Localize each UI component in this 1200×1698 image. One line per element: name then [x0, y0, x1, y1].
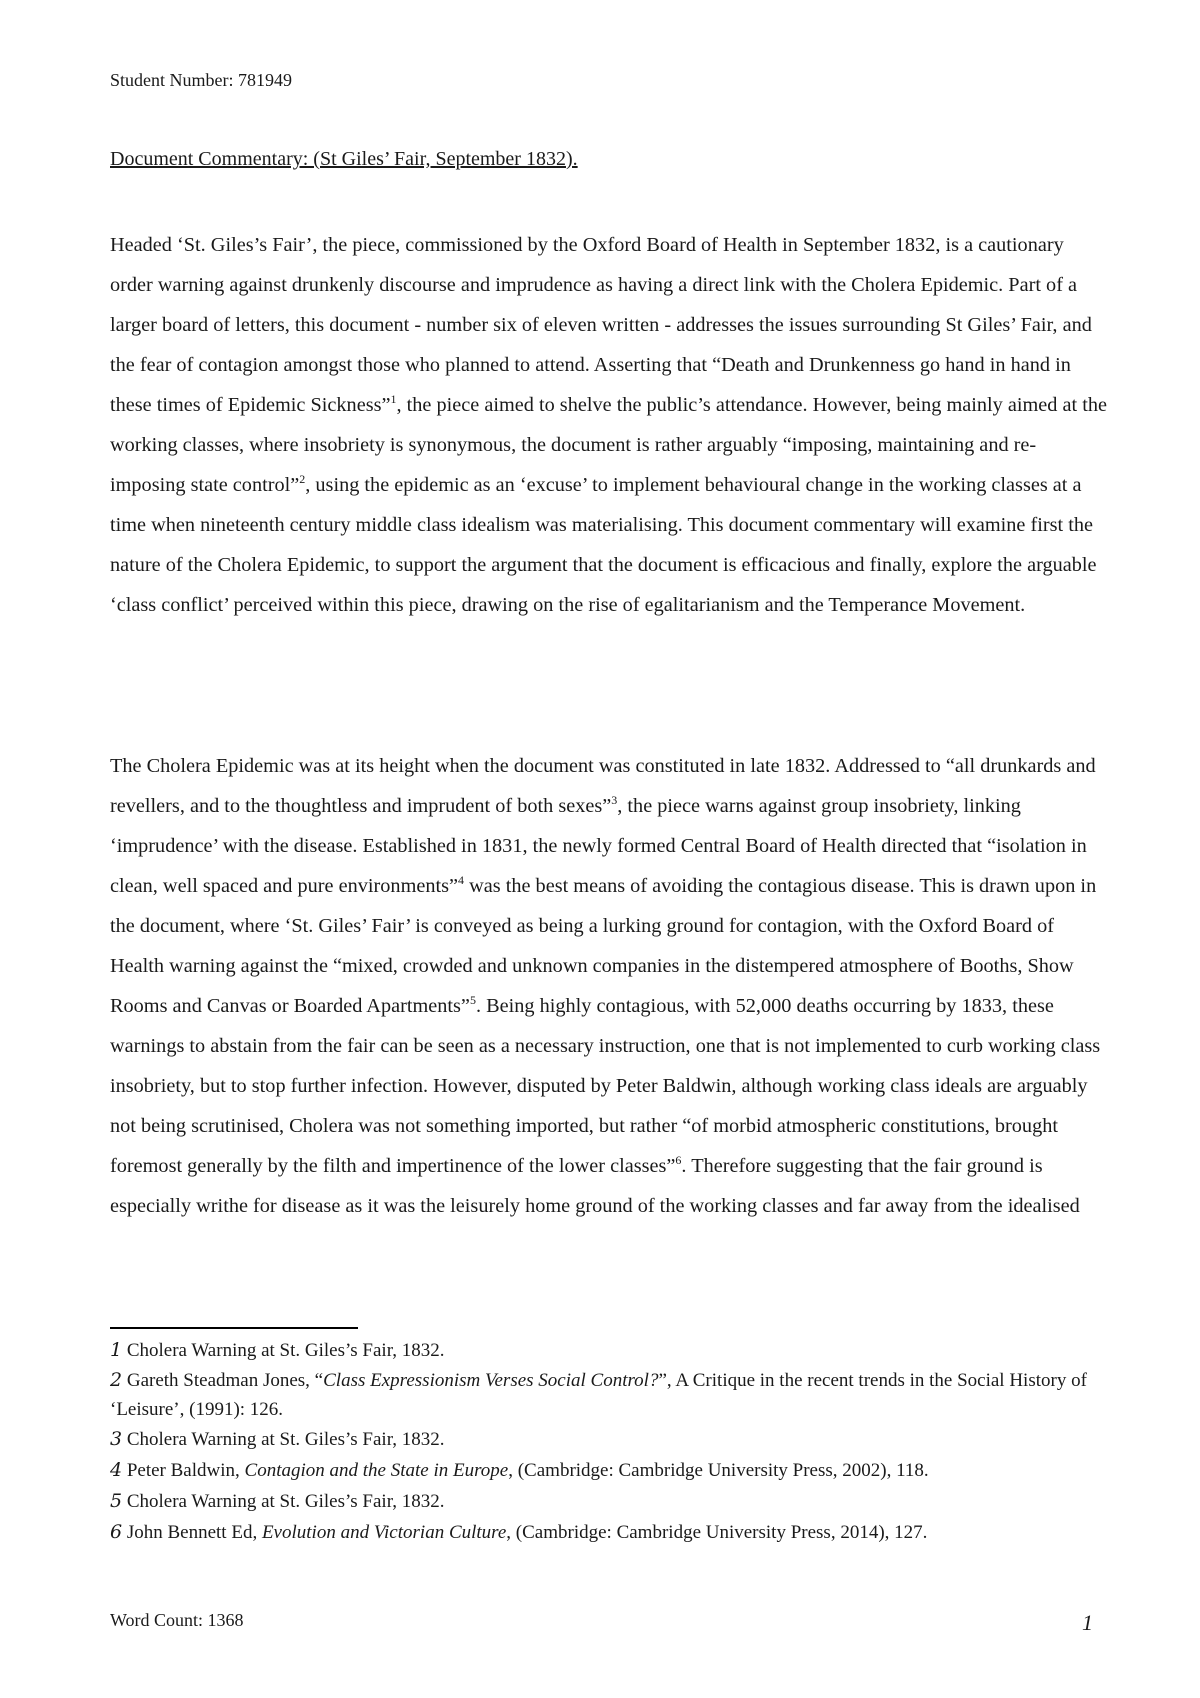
paragraph-text: , the piece aimed to shelve the public’s attendance. However, being mainly aimed at the working classes, where insobriety is synonymous, the document is rather arguably “imposing, maintaining and re-imposing state control”: [110, 394, 1107, 496]
footnote: [110, 1424, 1110, 1455]
footnote-number: 2: [110, 1369, 123, 1391]
footnote-text: ”, A Critique in the recent trends in the Social History of ‘Leisure’, (1991): 126.: [110, 1370, 1087, 1420]
footnote-number: 5: [110, 1490, 123, 1512]
word-count: Word Count: 1368: [110, 1610, 244, 1630]
body-paragraph-1: [110, 225, 1110, 625]
footnote-title: Evolution and Victorian Culture: [261, 1522, 507, 1543]
paragraph-text: Headed ‘St. Giles’s Fair’, the piece, commissioned by the Oxford Board of Health in September 1832, is a cautionary order warning against drunkenly discourse and imprudence as having a direct link with the Cholera Epidemic. Part of a larger board of letters, this document - number six of eleven written - addresses the issues surrounding St Giles’ Fair, and the fear of contagion amongst those who planned to attend. Asserting that “Death and Drunkenness go hand in hand in these times of Epidemic Sickness”: [110, 234, 1092, 416]
footnote: [110, 1517, 1110, 1548]
document-title: Document Commentary: (St Giles’ Fair, September 1832).: [110, 148, 578, 170]
footnote-title: Contagion and the State in Europe: [244, 1460, 509, 1481]
footnote-ref[interactable]: 3: [611, 793, 618, 808]
footnote-separator: [110, 1327, 358, 1329]
footnote: [110, 1366, 1110, 1424]
footnote-text: , (Cambridge: Cambridge University Press, 2014), 127.: [506, 1522, 928, 1543]
paragraph-text: . Being highly contagious, with 52,000 deaths occurring by 1833, these warnings to abstain from the fair can be seen as a necessary instruction, one that is not implemented to curb working class insobriety, but to stop further infection. However, disputed by Peter Baldwin, although working class ideals are arguably not being scrutinised, Cholera was not something imported, but rather “of morbid atmospheric constitutions, brought foremost generally by the filth and impertinence of the lower classes”: [110, 995, 1101, 1177]
body-paragraph-2: [110, 746, 1110, 1226]
footnote-ref[interactable]: 5: [469, 993, 476, 1008]
footnote-number: 6: [110, 1521, 123, 1543]
paragraph-text: The Cholera Epidemic was at its height when the document was constituted in late 1832. Addressed to “all drunkards and revellers, and to the thoughtless and imprudent of both sexes”: [110, 755, 1096, 817]
footnote-number: 3: [110, 1428, 123, 1450]
footnote: [110, 1486, 1110, 1517]
footnote-ref[interactable]: 6: [675, 1153, 682, 1168]
footnotes: [110, 1335, 1110, 1548]
footnote-ref[interactable]: 2: [299, 472, 306, 487]
footnote-text: Cholera Warning at St. Giles’s Fair, 1832.: [122, 1340, 445, 1361]
footnote-title: Class Expressionism Verses Social Control?: [323, 1370, 659, 1391]
paragraph-text: , using the epidemic as an ‘excuse’ to implement behavioural change in the working classes at a time when nineteenth century middle class idealism was materialising. This document commentary will examine first the nature of the Cholera Epidemic, to support the argument that the document is efficacious and finally, explore the arguable ‘class conflict’ perceived within this piece, drawing on the rise of egalitarianism and the Temperance Movement.: [110, 474, 1097, 616]
footnote-text: Peter Baldwin,: [122, 1460, 245, 1481]
footnote-text: John Bennett Ed,: [122, 1522, 262, 1543]
footnote: [110, 1455, 1110, 1486]
footnote-text: , (Cambridge: Cambridge University Press, 2002), 118.: [508, 1460, 929, 1481]
footnote-ref[interactable]: 1: [390, 392, 397, 407]
footnote-text: Cholera Warning at St. Giles’s Fair, 1832.: [122, 1429, 445, 1450]
paragraph-text: was the best means of avoiding the contagious disease. This is drawn upon in the document, where ‘St. Giles’ Fair’ is conveyed as being a lurking ground for contagion, with the Oxford Board of Health warning against the “mixed, crowded and unknown companies in the distempered atmosphere of Booths, Show Rooms and Canvas or Boarded Apartments”: [110, 875, 1097, 1017]
footnote: [110, 1335, 1110, 1366]
paragraph-text: . Therefore suggesting that the fair ground is especially writhe for disease as it was the leisurely home ground of the working classes and far away from the idealised: [110, 1155, 1080, 1217]
footnote-ref[interactable]: 4: [458, 873, 465, 888]
footnote-number: 1: [110, 1339, 123, 1361]
student-number: Student Number: 781949: [110, 70, 292, 90]
footnote-text: Cholera Warning at St. Giles’s Fair, 1832.: [122, 1491, 445, 1512]
page-number: 1: [1082, 1610, 1093, 1635]
footnote-text: Gareth Steadman Jones, “: [122, 1370, 324, 1391]
footnote-number: 4: [110, 1459, 123, 1481]
paragraph-text: , the piece warns against group insobriety, linking ‘imprudence’ with the disease. Established in 1831, the newly formed Central Board of Health directed that “isolation in clean, well spaced and pure environments”: [110, 795, 1087, 897]
